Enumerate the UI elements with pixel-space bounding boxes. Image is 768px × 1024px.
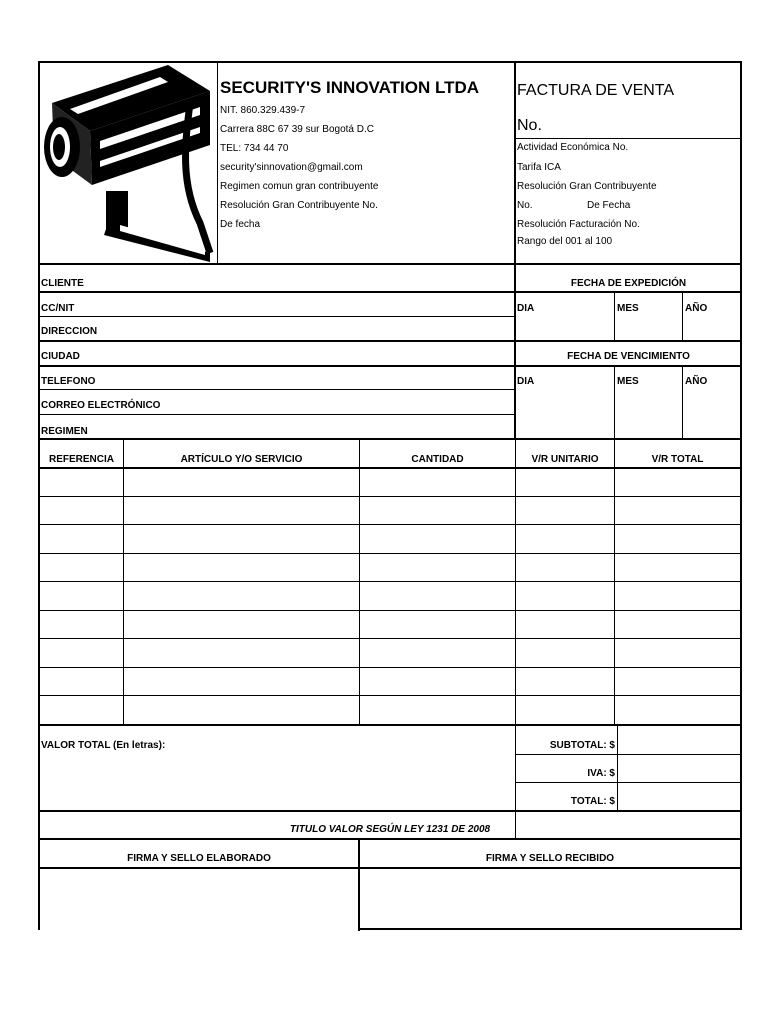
date-div-mes-2 [614,366,615,439]
vencimiento-dia[interactable]: DIA [517,376,535,387]
table-row-line [38,667,742,668]
table-row-line [38,581,742,582]
col-header-referencia: REFERENCIA [48,454,114,465]
header-divider-invoice [514,62,516,439]
company-date: De fecha [220,219,261,230]
invoice-resolution-no: No. [517,200,533,211]
expedicion-anio[interactable]: AÑO [685,303,708,314]
expedicion-mes[interactable]: MES [617,303,639,314]
date-div-anio-2 [682,366,683,439]
field-correo[interactable]: CORREO ELECTRÓNICO [41,400,161,411]
invoice-billing-resolution: Resolución Facturación No. [517,219,640,230]
fecha-expedicion-label: FECHA DE EXPEDICIÓN [570,278,687,289]
valor-total-letras[interactable]: VALOR TOTAL (En letras): [41,740,166,751]
invoice-no-divider [515,138,741,139]
table-row-line [38,638,742,639]
iva-label: IVA: $ [587,768,615,779]
field-regimen[interactable]: REGIMEN [41,426,88,437]
row-line-1 [38,291,742,293]
table-top [38,438,742,440]
vencimiento-mes[interactable]: MES [617,376,639,387]
totals-bottom [38,810,742,812]
firma-elaborado-label: FIRMA Y SELLO ELABORADO [127,853,271,864]
table-row-line [38,553,742,554]
expedicion-dia[interactable]: DIA [517,303,535,314]
titulo-bottom [38,838,742,840]
titulo-valor: TITULO VALOR SEGÚN LEY 1231 DE 2008 [289,824,491,835]
firma-recibido-label: FIRMA Y SELLO RECIBIDO [485,853,615,864]
totals-line-2 [515,782,741,783]
company-nit: NIT. 860.329.439-7 [220,105,306,116]
subtotal-label: SUBTOTAL: $ [549,740,615,751]
col-header-articulo: ARTÍCULO Y/O SERVICIO [180,454,303,465]
fecha-vencimiento-label: FECHA DE VENCIMIENTO [567,351,690,362]
col-header-vr-unitario: V/R UNITARIO [531,454,599,465]
row-line-3 [38,340,742,342]
totals-line-1 [515,754,741,755]
table-row-line [38,524,742,525]
company-regime: Regimen comun gran contribuyente [220,181,379,192]
col-div-2 [359,439,360,725]
totals-div-right [617,725,618,811]
signature-header-bottom [38,867,742,869]
row-line-4 [38,365,742,367]
company-resolution: Resolución Gran Contribuyente No. [220,200,378,211]
company-email: security'sinnovation@gmail.com [220,162,363,173]
vencimiento-anio[interactable]: AÑO [685,376,708,387]
row-line-6 [38,414,515,415]
invoice-range: Rango del 001 al 100 [517,236,613,247]
date-div-mes-1 [614,292,615,340]
security-camera-logo [40,63,216,262]
field-telefono[interactable]: TELEFONO [41,376,96,387]
company-name: SECURITY'S INNOVATION LTDA [220,78,480,97]
total-label: TOTAL: $ [570,796,615,807]
invoice-ica: Tarifa ICA [517,162,561,173]
invoice-number-label: No. [517,117,542,134]
col-header-vr-total: V/R TOTAL [651,454,704,465]
table-row-line [38,695,742,696]
date-div-anio-1 [682,292,683,340]
table-row-line [38,610,742,611]
invoice-activity: Actividad Económica No. [517,142,629,153]
invoice-resolution-fecha: De Fecha [587,200,631,211]
col-div-3 [515,439,516,725]
row-line-5 [38,389,515,390]
field-ccnit[interactable]: CC/NIT [41,303,75,314]
table-header-bottom [38,467,742,469]
field-ciudad[interactable]: CIUDAD [41,351,80,362]
invoice-title: FACTURA DE VENTA [517,82,675,99]
invoice-gran-contrib: Resolución Gran Contribuyente [517,181,657,192]
company-address: Carrera 88C 67 39 sur Bogotá D.C [220,124,374,135]
col-div-4 [614,439,615,725]
field-direccion[interactable]: DIRECCION [41,326,98,337]
table-row-line [38,496,742,497]
row-line-2 [38,316,515,317]
col-div-1 [123,439,124,725]
header-bottom [38,263,742,265]
field-cliente[interactable]: CLIENTE [41,278,84,289]
table-bottom [38,724,742,726]
header-divider-logo [217,62,218,264]
company-phone: TEL: 734 44 70 [220,143,289,154]
col-header-cantidad: CANTIDAD [411,454,464,465]
signature-right-bottom [359,928,742,930]
